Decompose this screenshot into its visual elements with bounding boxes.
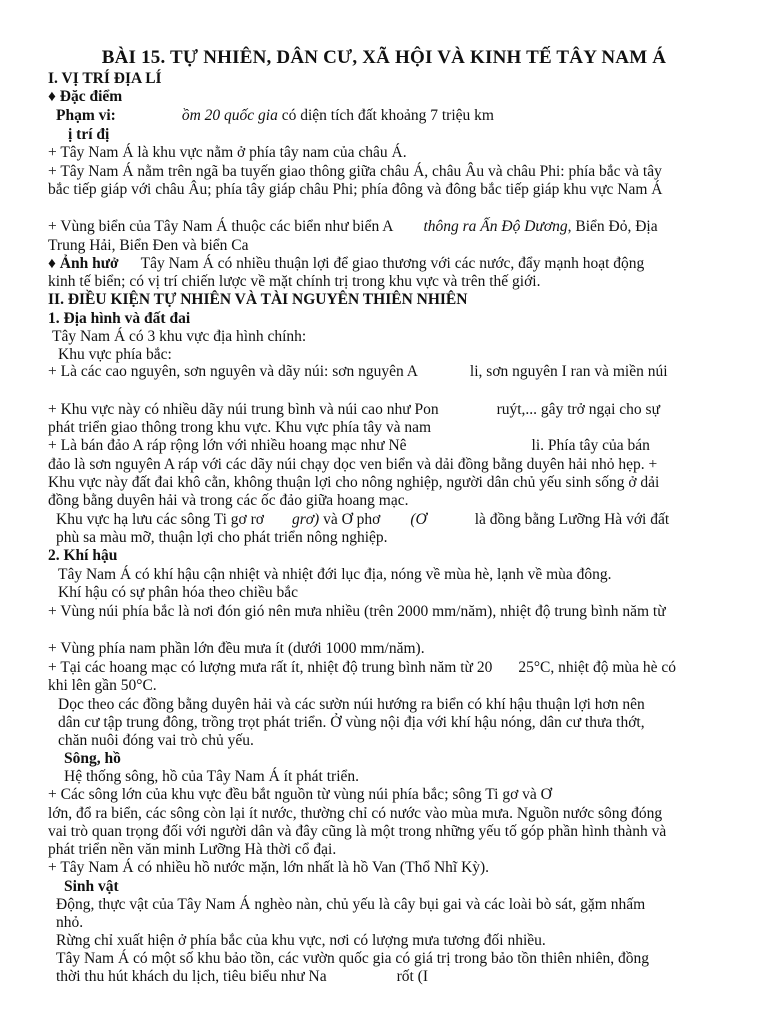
text-line: phát triển giao thông trong khu vực. Khu vực phía tây và nam [48,419,432,436]
text-line: Dọc theo các đồng bằng duyên hải và các sườn núi hướng ra biển có khí hậu thuận lợi hơn nên [58,696,645,713]
text-line: vai trò quan trọng đối với người dân và đây cũng là một trong những yếu tố góp phần hình thành và [48,823,667,840]
text-line: Động, thực vật của Tây Nam Á nghèo nàn, chủ yếu là cây bụi gai và các loài bò sát, gặm nhấm [56,896,646,913]
text-segment: và Ơ phơ [319,511,381,528]
text-line: đảo là sơn nguyên A ráp với các dãy núi chạy dọc ven biển và dải đồng bằng duyên hải nhỏ hẹp. + [48,456,658,473]
influence-line [48,254,728,273]
text-segment: 25°C, nhiệt độ mùa hè có [518,659,677,676]
scope-label: Phạm vi: [56,107,116,124]
sea-line [48,217,728,236]
text-segment: + Khu vực này có nhiều dãy núi trung bình và núi cao như Pon [48,401,439,418]
text-segment: thời thu hút khách du lịch, tiêu biểu như Na [56,968,327,985]
text-segment: + Là các cao nguyên, sơn nguyên và dãy núi: sơn nguyên A [48,363,418,380]
sea-text-end: , Biển Đỏ, Địa [567,218,658,235]
text-segment: là đồng bằng Lưỡng Hà với đất [474,511,670,528]
text-line: + Tây Nam Á có nhiều hồ nước mặn, lớn nhất là hồ Van (Thổ Nhĩ Kỳ). [48,859,490,876]
text-segment: li. Phía tây của bán [531,437,650,454]
location-label: ị trí đị [68,126,110,143]
text-line: bắc tiếp giáp với châu Âu; phía tây giáp châu Phi; phía đông và đông bắc tiếp giáp khu vực Nam Á [48,181,663,198]
scope-line [56,106,736,125]
influence-text: Tây Nam Á có nhiều thuận lợi để giao thương với các nước, đẩy mạnh hoạt động [140,255,645,272]
text-line: + Các sông lớn của khu vực đều bắt nguồn từ vùng núi phía bắc; sông Ti gơ và Ơ [48,786,552,803]
text-line: Tây Nam Á có khí hậu cận nhiệt và nhiệt đới lục địa, nóng về mùa hè, lạnh về mùa đông. [58,566,612,583]
influence-label: ♦ Ảnh hưở [48,255,119,272]
text-segment: ruýt,... gây trở ngại cho sự [496,401,660,418]
scope-countries: ồm 20 quốc gia [181,107,278,124]
sea-italic: thông ra Ấn Độ Dương [423,218,568,235]
north-line [48,362,728,381]
text-segment: (Ơ [410,511,427,528]
text-line: + Tây Nam Á là khu vực nằm ở phía tây nam của châu Á. [48,144,407,161]
text-line: chăn nuôi đóng vai trò chủ yếu. [58,732,254,749]
text-line: + Vùng phía nam phần lớn đều mưa ít (dưới 1000 mm/năm). [48,640,425,657]
text-line: Hệ thống sông, hồ của Tây Nam Á ít phát triển. [64,768,360,785]
text-line: lớn, đổ ra biển, các sông còn lại ít nước, thường chỉ có nước vào mùa mưa. Nguồn nước sông đóng [48,805,663,822]
mountain-line [48,400,728,419]
text-line: + Vùng núi phía bắc là nơi đón gió nên mưa nhiều (trên 2000 mm/năm), nhiệt độ trung bình năm từ [48,603,666,620]
text-line: đồng bằng duyên hải và trong các ốc đảo giữa hoang mạc. [48,492,409,509]
scope-area: có diện tích đất khoảng 7 triệu km [277,107,494,124]
text-line: phát triển nền văn minh Lưỡng Hà thời cổ đại. [48,841,337,858]
text-line: dân cư tập trung đông, trồng trọt phát triển. Ở vùng nội địa với khí hậu nóng, dân cư thưa thớt, [58,714,645,731]
desert-line [48,658,728,677]
text-line: Tây Nam Á có 3 khu vực địa hình chính: [52,328,307,345]
text-line: Tây Nam Á có một số khu bảo tồn, các vườn quốc gia có giá trị trong bảo tồn thiên nhiên, đồng [56,950,649,967]
text-line: Khí hậu có sự phân hóa theo chiều bắc [58,584,298,601]
document-title: BÀI 15. TỰ NHIÊN, DÂN CƯ, XÃ HỘI VÀ KINH TẾ TÂY NAM Á [101,47,667,68]
subheading-biota: Sinh vật [64,878,119,895]
parks-line [56,967,736,986]
text-line: Rừng chỉ xuất hiện ở phía bắc của khu vực, nơi có lượng mưa tương đối nhiều. [56,932,546,949]
subheading-rivers: Sông, hồ [64,750,121,767]
text-line: Khu vực phía bắc: [58,346,172,363]
subheading-climate: 2. Khí hậu [48,547,118,564]
text-line: phù sa màu mỡ, thuận lợi cho phát triển nông nghiệp. [56,529,388,546]
text-segment: + Là bán đảo A ráp rộng lớn với nhiều hoang mạc như Nê [48,437,407,454]
text-line: kinh tế biển; có vị trí chiến lược về mặt chính trị trong khu vực và trên thế giới. [48,273,541,290]
subheading-terrain: 1. Địa hình và đất đai [48,310,191,327]
text-line: + Tây Nam Á nằm trên ngã ba tuyến giao thông giữa châu Á, châu Âu và châu Phi: phía bắc và tây [48,163,662,180]
text-segment: grơ) [292,511,320,528]
rivers-plain-line [56,510,736,529]
text-line: nhỏ. [56,914,84,931]
text-segment: Khu vực hạ lưu các sông Ti gơ rơ [56,511,264,528]
sea-text: + Vùng biển của Tây Nam Á thuộc các biển như biển A [48,218,394,235]
arabia-line [48,436,728,455]
text-segment: + Tại các hoang mạc có lượng mưa rất ít, nhiệt độ trung bình năm từ 20 [48,659,493,676]
text-segment: rốt (I [396,968,428,985]
text-segment: li, sơn nguyên I ran và miền núi [469,363,668,380]
text-line: Trung Hải, Biển Đen và biển Ca [48,237,249,254]
text-line: khi lên gần 50°C. [48,677,157,694]
text-line: Khu vực này đất đai khô cằn, không thuận lợi cho nông nghiệp, người dân chủ yếu sinh sống ở dải [48,474,660,491]
section-heading-location: I. VỊ TRÍ ĐỊA LÍ [48,70,162,87]
section-heading-nature: II. ĐIỀU KIỆN TỰ NHIÊN VÀ TÀI NGUYÊN THIÊN NHIÊN [48,291,468,308]
subheading-characteristics: ♦ Đặc điểm [48,88,123,105]
